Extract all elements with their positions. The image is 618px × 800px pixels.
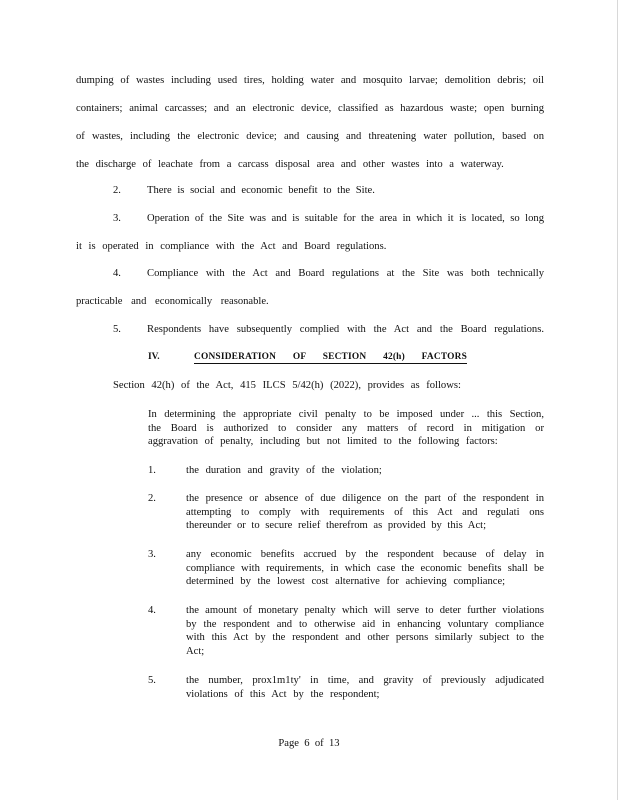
statute-intro: Section 42(h) of the Act, 415 ILCS 5/42(h) (2022), provides as follows: [113,380,461,391]
finding-continuation: practicable and economically reasonable. [76,296,269,307]
factor-line: the duration and gravity of the violation; [186,465,382,476]
paragraph-line: the discharge of leachate from a carcass disposal area and other wastes into a waterway. [76,159,504,170]
quote-line: the Board is authorized to consider any matters of record in mitigation or [148,422,544,434]
page-number: 6 [304,738,310,749]
factor-line: compliance with requirements, in which case the economic benefits shall be [186,562,544,574]
footer-of: of [314,738,324,749]
factor-number: 3. [148,549,156,560]
quote-line: In determining the appropriate civil penalty to be imposed under ... this Section, [148,409,544,420]
factor-line: Act; [186,645,205,657]
finding-number: 2. [113,185,121,196]
finding-text: Operation of the Site was and is suitable for the area in which it is located, so long [147,213,544,224]
finding-text: Compliance with the Act and Board regulations at the Site was both technically [147,268,544,279]
factor-number: 5. [148,675,156,686]
page-footer [0,738,618,749]
finding-number: 4. [113,268,121,279]
factor-line: violations of this Act by the respondent; [186,688,380,700]
statute-quote [148,408,544,449]
finding-number: 5. [113,324,121,335]
quote-line: aggravation of penalty, including but not limited to the following factors: [148,436,498,447]
paragraph-line: dumping of wastes including used tires, holding water and mosquito larvae; demolition debris; oil [76,75,544,86]
section-title: CONSIDERATION OF SECTION 42(h) FACTORS [194,352,467,362]
footer-label: Page [278,738,299,749]
factor-number: 1. [148,465,156,476]
finding-text: Respondents have subsequently complied with the Act and the Board regulations. [147,324,544,335]
factor-line: thereunder or to secure relief therefrom as provided by this Act; [186,520,487,531]
factor-number: 4. [148,605,156,616]
section-number: IV. [148,352,160,362]
factor-line: determined by the lowest cost alternative for achieving compliance; [186,576,506,587]
opening-paragraph [76,67,544,179]
factor-line: with this Act by the respondent and other persons similarly subject to the [186,632,544,643]
factor-line: the number, prox1m1ty' in time, and gravity of previously adjudicated [186,675,544,686]
factor-line: the presence or absence of due diligence on the part of the respondent in [186,493,544,504]
finding-continuation: it is operated in compliance with the Act and Board regulations. [76,241,387,252]
factor-line: any economic benefits accrued by the respondent because of delay in [186,549,544,560]
factor-line: the amount of monetary penalty which will serve to deter further violations [186,605,544,616]
page-total: 13 [329,738,340,749]
factor-line: attempting to comply with requirements of this Act and regulati ons [186,506,544,518]
factor-number: 2. [148,493,156,504]
paragraph-line: of wastes, including the electronic device; and causing and threatening water pollution, based on [76,131,544,142]
finding-number: 3. [113,213,121,224]
factor-line: by the respondent and to otherwise aid in enhancing voluntary compliance [186,618,544,630]
finding-text: There is social and economic benefit to the Site. [147,185,375,196]
paragraph-line: containers; animal carcasses; and an electronic device, classified as hazardous waste; open burning [76,103,544,114]
